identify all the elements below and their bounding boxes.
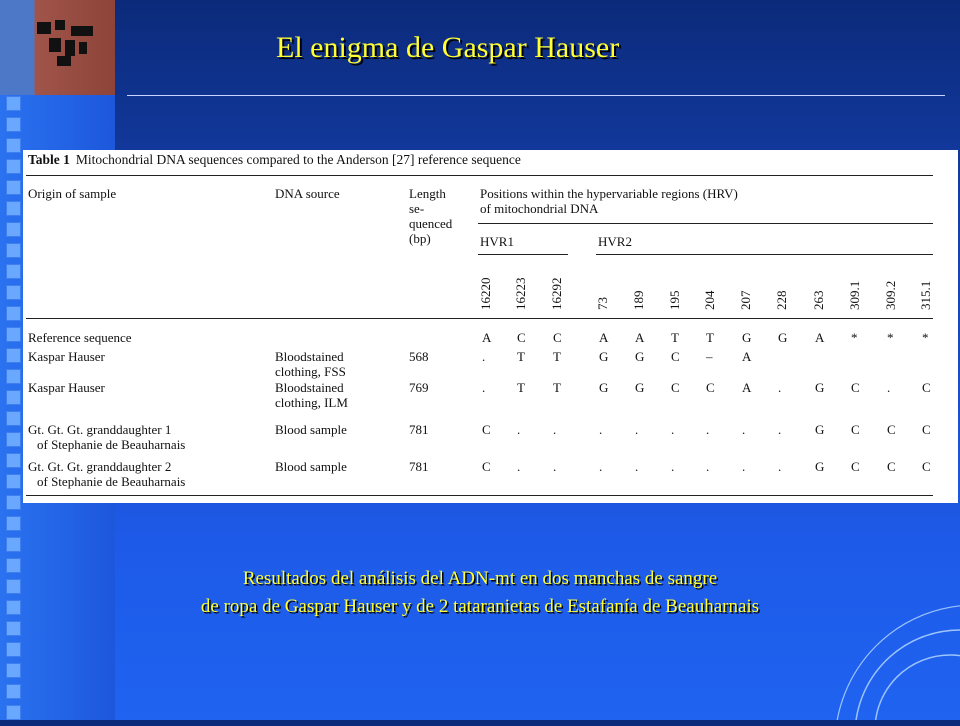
header-positions-1: Positions within the hypervariable regions (HRV): [480, 186, 738, 201]
row-value-cell: *: [851, 330, 858, 345]
row-value-cell: C: [851, 380, 860, 395]
decorative-square: [6, 474, 21, 489]
row-value-cell: C: [922, 459, 931, 474]
decorative-square: [6, 369, 21, 384]
row-value-cell: T: [517, 380, 525, 395]
mtdna-table-image: [23, 150, 958, 503]
decorative-square: [6, 243, 21, 258]
header-length-3: quenced: [409, 216, 453, 231]
row-value-cell: G: [599, 380, 609, 395]
position-header: 189: [631, 290, 646, 310]
decorative-square: [6, 432, 21, 447]
row-value-cell: .: [742, 459, 746, 474]
header-length-2: se-: [409, 201, 425, 216]
position-header: 204: [702, 290, 717, 310]
row-value-cell: C: [887, 459, 896, 474]
header-positions-2: of mitochondrial DNA: [480, 201, 599, 216]
title-divider: [127, 95, 945, 96]
row-value-cell: .: [482, 380, 486, 395]
row-value-cell: .: [706, 422, 710, 437]
position-header: 16223: [513, 277, 528, 310]
row-origin: Kaspar Hauser: [28, 380, 105, 395]
row-value-cell: C: [553, 330, 562, 345]
row-value-cell: .: [778, 459, 782, 474]
row-value-cell: .: [599, 459, 603, 474]
row-value-cell: A: [599, 330, 609, 345]
row-value-cell: G: [815, 459, 825, 474]
decorative-square: [6, 495, 21, 510]
row-value-cell: G: [742, 330, 752, 345]
header-origin: Origin of sample: [28, 186, 117, 201]
row-value-cell: *: [887, 330, 894, 345]
decorative-square: [6, 222, 21, 237]
row-source: clothing, ILM: [275, 395, 348, 410]
row-value-cell: G: [815, 380, 825, 395]
row-value-cell: C: [671, 380, 680, 395]
decorative-square: [6, 621, 21, 636]
table-top-rule: [26, 175, 933, 176]
row-length: 769: [409, 380, 429, 395]
header-length-1: Length: [409, 186, 446, 201]
table-bottom-rule: [26, 495, 933, 496]
row-value-cell: A: [635, 330, 645, 345]
row-value-cell: .: [671, 422, 675, 437]
row-value-cell: .: [778, 380, 782, 395]
row-value-cell: A: [742, 380, 752, 395]
row-value-cell: C: [671, 349, 680, 364]
decorative-square: [6, 264, 21, 279]
decorative-square: [6, 117, 21, 132]
position-header: 207: [738, 290, 753, 310]
position-header: 309.2: [883, 280, 898, 310]
positions-rule: [478, 223, 933, 224]
position-header: 16292: [549, 277, 564, 310]
row-value-cell: .: [517, 422, 521, 437]
row-origin: Gt. Gt. Gt. granddaughter 2: [28, 459, 172, 474]
header-length-4: (bp): [409, 231, 431, 246]
row-value-cell: A: [815, 330, 825, 345]
hvr2-rule: [596, 254, 933, 255]
header-bottom-rule: [26, 318, 933, 319]
position-header: 315.1: [918, 280, 933, 310]
decorative-square: [6, 285, 21, 300]
logo-mark-icon: [35, 18, 99, 74]
header-source: DNA source: [275, 186, 340, 201]
row-source: Bloodstained: [275, 380, 344, 395]
row-value-cell: G: [815, 422, 825, 437]
row-value-cell: T: [706, 330, 714, 345]
header-hvr2: HVR2: [598, 234, 632, 249]
row-value-cell: –: [706, 349, 713, 364]
decorative-square: [6, 663, 21, 678]
row-value-cell: C: [706, 380, 715, 395]
row-value-cell: T: [671, 330, 679, 345]
row-origin: Gt. Gt. Gt. granddaughter 1: [28, 422, 172, 437]
decorative-arcs: [760, 560, 960, 720]
decorative-square: [6, 201, 21, 216]
caption-line-1: Resultados del análisis del ADN-mt en dos manchas de sangre: [242, 568, 718, 589]
row-value-cell: .: [742, 422, 746, 437]
row-value-cell: G: [599, 349, 609, 364]
row-length: 568: [409, 349, 429, 364]
row-value-cell: G: [635, 380, 645, 395]
row-value-cell: .: [599, 422, 603, 437]
decorative-square: [6, 180, 21, 195]
row-value-cell: .: [635, 459, 639, 474]
row-value-cell: C: [482, 459, 491, 474]
row-value-cell: *: [922, 330, 929, 345]
row-value-cell: T: [517, 349, 525, 364]
row-value-cell: .: [778, 422, 782, 437]
row-value-cell: G: [778, 330, 788, 345]
position-header: 263: [811, 290, 826, 310]
row-value-cell: C: [922, 380, 931, 395]
row-source: clothing, FSS: [275, 364, 346, 379]
row-value-cell: .: [482, 349, 486, 364]
institution-logo: [0, 0, 115, 95]
row-value-cell: C: [517, 330, 526, 345]
row-origin: of Stephanie de Beauharnais: [37, 437, 186, 452]
table-caption-text: Mitochondrial DNA sequences compared to the Anderson [27] reference sequence: [75, 152, 521, 167]
position-header: 73: [595, 297, 610, 310]
decorative-square: [6, 411, 21, 426]
row-length: 781: [409, 459, 429, 474]
row-source: Bloodstained: [275, 349, 344, 364]
position-header: 309.1: [847, 280, 862, 310]
decorative-square: [6, 96, 21, 111]
header-hvr1: HVR1: [480, 234, 514, 249]
row-value-cell: .: [553, 459, 557, 474]
row-origin: Kaspar Hauser: [28, 349, 105, 364]
table-caption: [28, 152, 521, 168]
decorative-square: [6, 327, 21, 342]
row-origin: of Stephanie de Beauharnais: [37, 474, 186, 489]
row-source: Blood sample: [275, 459, 347, 474]
position-header: 228: [774, 290, 789, 310]
decorative-square: [6, 348, 21, 363]
decorative-square: [6, 516, 21, 531]
row-value-cell: .: [553, 422, 557, 437]
hvr1-rule: [478, 254, 568, 255]
decorative-square: [6, 138, 21, 153]
row-source: Blood sample: [275, 422, 347, 437]
row-value-cell: A: [482, 330, 492, 345]
row-length: 781: [409, 422, 429, 437]
caption-line-2: de ropa de Gaspar Hauser y de 2 tataranietas de Estafanía de Beauharnais: [200, 596, 760, 617]
decorative-square: [6, 642, 21, 657]
row-value-cell: .: [706, 459, 710, 474]
decorative-square: [6, 453, 21, 468]
slide-title: El enigma de Gaspar Hauser: [276, 31, 620, 64]
position-header: 195: [667, 290, 682, 310]
row-value-cell: .: [887, 380, 891, 395]
row-value-cell: T: [553, 380, 561, 395]
row-value-cell: C: [887, 422, 896, 437]
decorative-square: [6, 159, 21, 174]
table-label: Table 1: [28, 152, 70, 167]
row-value-cell: C: [482, 422, 491, 437]
decorative-square: [6, 705, 21, 720]
row-value-cell: C: [851, 422, 860, 437]
row-value-cell: .: [517, 459, 521, 474]
row-value-cell: .: [671, 459, 675, 474]
decorative-square: [6, 684, 21, 699]
row-value-cell: G: [635, 349, 645, 364]
row-value-cell: C: [851, 459, 860, 474]
row-value-cell: T: [553, 349, 561, 364]
position-header: 16220: [478, 277, 493, 310]
decorative-square: [6, 390, 21, 405]
decorative-square: [6, 537, 21, 552]
row-origin: Reference sequence: [28, 330, 132, 345]
decorative-square: [6, 306, 21, 321]
row-value-cell: .: [635, 422, 639, 437]
decorative-squares: [6, 96, 24, 726]
row-value-cell: C: [922, 422, 931, 437]
row-value-cell: A: [742, 349, 752, 364]
